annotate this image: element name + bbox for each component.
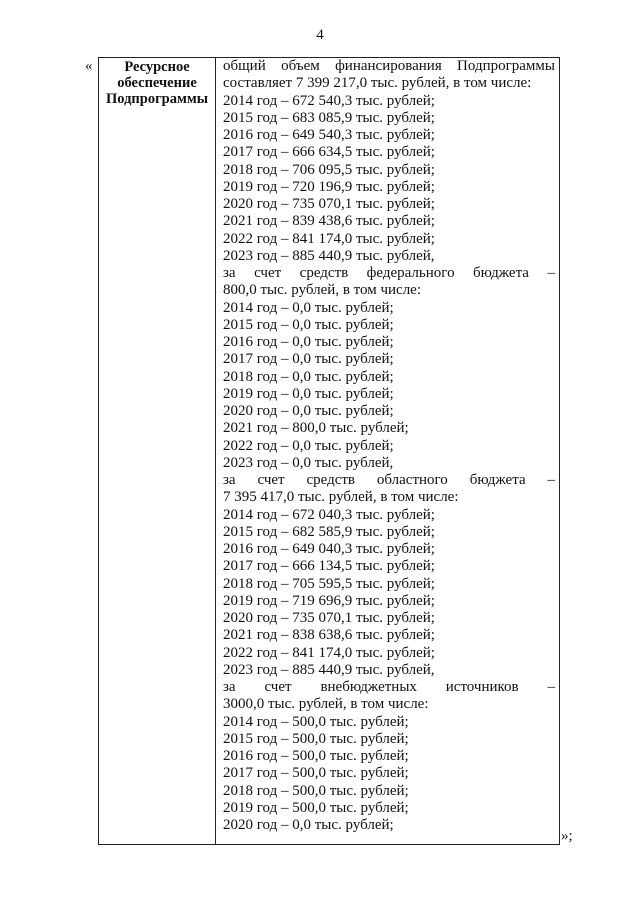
federal-year-line: 2017 год – 0,0 тыс. рублей; (223, 351, 394, 368)
regional-heading-line (223, 472, 555, 489)
regional-year-line: 2018 год – 705 595,5 тыс. рублей; (223, 575, 435, 592)
regional-year-line: 2016 год – 649 040,3 тыс. рублей; (223, 541, 435, 557)
regional-year-line: 2021 год – 838 638,6 тыс. рублей; (223, 627, 435, 644)
federal-year-line: 2016 год – 0,0 тыс. рублей; (223, 334, 394, 350)
regional-word: счет (257, 472, 285, 488)
regional-year-line: 2023 год – 885 440,9 тыс. рублей, (223, 661, 435, 678)
federal-year-line: 2023 год – 0,0 тыс. рублей, (223, 454, 394, 471)
regional-year-line: 2019 год – 719 696,9 тыс. рублей; (223, 592, 435, 609)
regional-year-line: 2020 год – 735 070,1 тыс. рублей; (223, 610, 435, 626)
intro-word: Подпрограммы (457, 58, 555, 74)
extrabudgetary-word: счет (264, 679, 292, 695)
federal-year-line: 2014 год – 0,0 тыс. рублей; (223, 299, 394, 316)
intro-word: финансирования (335, 58, 442, 74)
total-year-line: 2014 год – 672 540,3 тыс. рублей; (223, 92, 435, 109)
intro-line (223, 58, 555, 75)
regional-word: бюджета (469, 472, 526, 488)
extrabudgetary-year-line: 2019 год – 500,0 тыс. рублей; (223, 799, 409, 816)
intro-word: объем (281, 58, 320, 74)
total-year-line: 2023 год – 885 440,9 тыс. рублей, (223, 247, 435, 264)
federal-total-line: 800,0 тыс. рублей, в том числе: (223, 282, 422, 299)
total-year-line: 2018 год – 706 095,5 тыс. рублей; (223, 161, 435, 178)
regional-word: средств (306, 472, 356, 488)
regional-year-line: 2015 год – 682 585,9 тыс. рублей; (223, 523, 435, 540)
extrabudgetary-year-line: 2018 год – 500,0 тыс. рублей; (223, 782, 409, 799)
extrabudgetary-year-line: 2014 год – 500,0 тыс. рублей; (223, 713, 409, 730)
total-year-line: 2015 год – 683 085,9 тыс. рублей; (223, 109, 435, 126)
total-year-line: 2016 год – 649 540,3 тыс. рублей; (223, 127, 435, 143)
opening-quote-mark: « (85, 58, 93, 74)
total-year-line: 2017 год – 666 634,5 тыс. рублей; (223, 144, 435, 161)
regional-word: – (547, 472, 555, 488)
page-number: 4 (316, 27, 324, 43)
total-year-line: 2021 год – 839 438,6 тыс. рублей; (223, 213, 435, 230)
regional-word: за (223, 472, 236, 488)
extrabudgetary-year-line: 2020 год – 0,0 тыс. рублей; (223, 817, 394, 833)
row-heading-cell (99, 59, 215, 107)
federal-word: за (223, 265, 236, 281)
federal-word: бюджета (473, 265, 529, 281)
column-divider (215, 57, 216, 845)
federal-word: – (547, 265, 555, 281)
regional-year-line: 2017 год – 666 134,5 тыс. рублей; (223, 558, 435, 575)
row-heading-line: Подпрограммы (105, 91, 209, 107)
extrabudgetary-year-line: 2016 год – 500,0 тыс. рублей; (223, 748, 409, 764)
total-amount-line: составляет 7 399 217,0 тыс. рублей, в том числе: (223, 75, 532, 92)
federal-word: федерального (366, 265, 455, 281)
row-heading-line: Ресурсное (124, 59, 190, 75)
federal-year-line: 2022 год – 0,0 тыс. рублей; (223, 437, 394, 454)
row-heading-line: обеспечение (117, 75, 197, 91)
regional-total-line: 7 395 417,0 тыс. рублей, в том числе: (223, 489, 459, 506)
extrabudgetary-year-line: 2015 год – 500,0 тыс. рублей; (223, 730, 409, 747)
federal-word: средств (299, 265, 349, 281)
closing-quote-mark: »; (561, 828, 573, 844)
total-year-line: 2019 год – 720 196,9 тыс. рублей; (223, 178, 435, 195)
extrabudgetary-word: за (223, 679, 236, 695)
total-year-line: 2022 год – 841 174,0 тыс. рублей; (223, 230, 435, 247)
extrabudgetary-heading-line (223, 679, 555, 696)
extrabudgetary-word: внебюджетных (320, 679, 417, 695)
extrabudgetary-word: источников (445, 679, 519, 695)
total-year-line: 2020 год – 735 070,1 тыс. рублей; (223, 196, 435, 212)
extrabudgetary-word: – (547, 679, 555, 695)
funding-details-cell (223, 58, 555, 834)
regional-year-line: 2014 год – 672 040,3 тыс. рублей; (223, 506, 435, 523)
federal-year-line: 2019 год – 0,0 тыс. рублей; (223, 385, 394, 402)
intro-word: общий (223, 58, 266, 74)
federal-year-line: 2020 год – 0,0 тыс. рублей; (223, 403, 394, 419)
federal-year-line: 2021 год – 800,0 тыс. рублей; (223, 420, 409, 437)
federal-word: счет (254, 265, 282, 281)
regional-word: областного (376, 472, 448, 488)
federal-heading-line (223, 265, 555, 282)
federal-year-line: 2018 год – 0,0 тыс. рублей; (223, 368, 394, 385)
extrabudgetary-total-line: 3000,0 тыс. рублей, в том числе: (223, 696, 429, 713)
extrabudgetary-year-line: 2017 год – 500,0 тыс. рублей; (223, 765, 409, 782)
federal-year-line: 2015 год – 0,0 тыс. рублей; (223, 316, 394, 333)
regional-year-line: 2022 год – 841 174,0 тыс. рублей; (223, 644, 435, 661)
